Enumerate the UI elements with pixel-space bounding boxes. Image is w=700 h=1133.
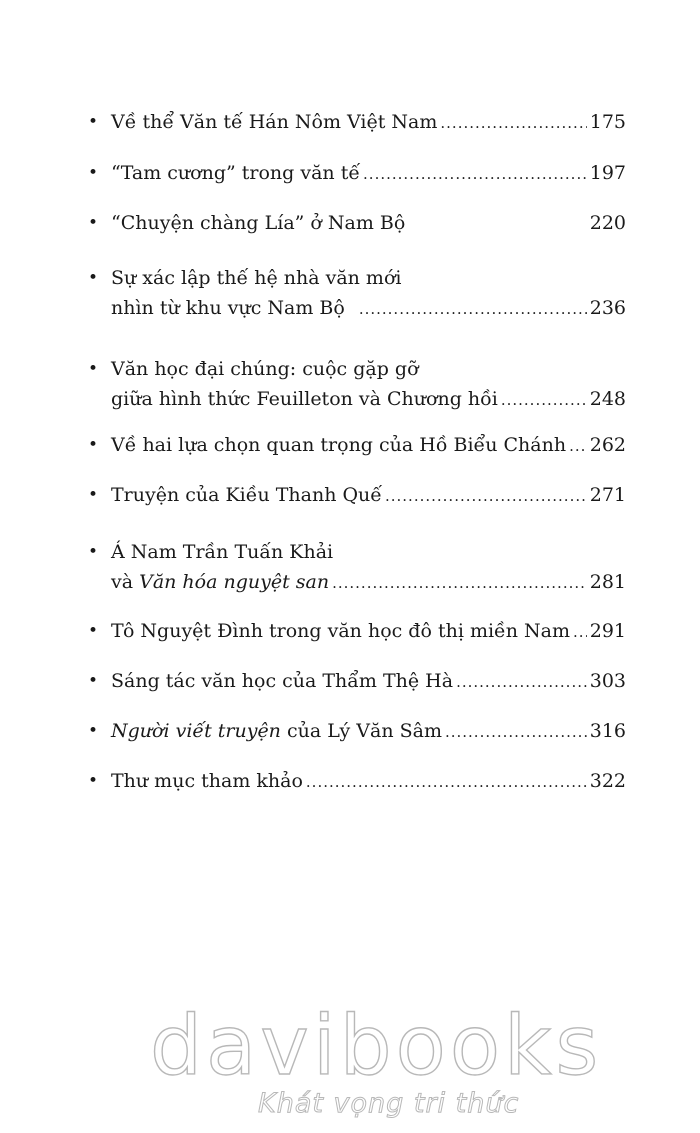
table-of-contents xyxy=(88,102,626,795)
bullet: • xyxy=(88,268,99,288)
toc-page-number: 220 xyxy=(589,212,626,234)
toc-page-number: 262 xyxy=(589,434,626,456)
toc-entry-title: Truyện của Kiều Thanh Quế xyxy=(111,484,382,506)
toc-entry[interactable] xyxy=(88,203,626,245)
toc-entry-title: Về thể Văn tế Hán Nôm Việt Nam xyxy=(111,111,438,133)
journal-title: Văn hóa nguyệt san xyxy=(139,571,330,593)
watermark-brand: davibooks xyxy=(150,999,603,1094)
toc-entry[interactable] xyxy=(88,414,626,464)
toc-entry-title: Á Nam Trần Tuấn Khải xyxy=(111,541,334,563)
dot-leader xyxy=(569,431,587,461)
bullet: • xyxy=(88,485,99,505)
dot-leader xyxy=(385,481,587,511)
toc-page-number: 271 xyxy=(589,484,626,506)
toc-entry[interactable] xyxy=(88,514,626,595)
watermark-tagline: Khát vọng tri thức xyxy=(258,1088,520,1119)
toc-page-number: 291 xyxy=(589,620,626,642)
toc-page-number: 248 xyxy=(589,388,626,410)
toc-entry-title: Sáng tác văn học của Thẩm Thệ Hà xyxy=(111,670,454,692)
toc-entry[interactable] xyxy=(88,645,626,695)
toc-entry[interactable] xyxy=(88,745,626,795)
dot-leader xyxy=(440,108,586,138)
toc-entry-title-continued: giữa hình thức Feuilleton và Chương hồi xyxy=(111,388,498,410)
toc-page-number: 197 xyxy=(589,162,626,184)
toc-page-number: 322 xyxy=(589,770,626,792)
toc-entry-title: Người viết truyện của Lý Văn Sâm xyxy=(111,720,442,742)
bullet: • xyxy=(88,213,99,233)
toc-entry-title: “Chuyện chàng Lía” ở Nam Bộ xyxy=(111,212,406,234)
toc-entry[interactable] xyxy=(88,464,626,514)
book-title: Người viết truyện xyxy=(111,720,281,742)
dot-leader xyxy=(306,767,587,797)
dot-leader xyxy=(456,667,587,697)
toc-entry[interactable] xyxy=(88,595,626,645)
toc-entry-title: Sự xác lập thế hệ nhà văn mới xyxy=(111,267,402,289)
dot-leader xyxy=(363,159,587,189)
toc-entry[interactable] xyxy=(88,102,626,153)
toc-entry[interactable] xyxy=(88,326,626,414)
bullet: • xyxy=(88,542,99,562)
bullet: • xyxy=(88,359,99,379)
bullet: • xyxy=(88,435,99,455)
toc-entry[interactable] xyxy=(88,153,626,203)
bullet: • xyxy=(88,163,99,183)
dot-leader xyxy=(445,717,587,747)
toc-entry-title-continued: và Văn hóa nguyệt san xyxy=(111,571,330,593)
dot-leader xyxy=(359,294,587,324)
toc-entry-title-continued: nhìn từ khu vực Nam Bộ xyxy=(111,297,345,319)
bullet: • xyxy=(88,112,99,132)
toc-entry-title: “Tam cương” trong văn tế xyxy=(111,162,361,184)
toc-page-number: 316 xyxy=(589,720,626,742)
toc-page-number: 236 xyxy=(589,297,626,319)
toc-entry-title: Văn học đại chúng: cuộc gặp gỡ xyxy=(111,358,419,380)
toc-page-number: 303 xyxy=(589,670,626,692)
bullet: • xyxy=(88,621,99,641)
dot-leader xyxy=(501,385,587,415)
bullet: • xyxy=(88,771,99,791)
dot-leader xyxy=(573,617,587,647)
toc-entry[interactable] xyxy=(88,695,626,745)
toc-page-number: 281 xyxy=(589,571,626,593)
bullet: • xyxy=(88,721,99,741)
bullet: • xyxy=(88,671,99,691)
toc-entry-title: Tô Nguyệt Đình trong văn học đô thị miền Nam xyxy=(111,620,570,642)
toc-page-number: 175 xyxy=(589,111,626,133)
watermark xyxy=(150,999,603,1119)
dot-leader xyxy=(332,568,587,598)
toc-entry-title: Thư mục tham khảo xyxy=(111,770,303,792)
toc-entry-title: Về hai lựa chọn quan trọng của Hồ Biểu Chánh xyxy=(111,434,567,456)
toc-entry[interactable] xyxy=(88,245,626,326)
